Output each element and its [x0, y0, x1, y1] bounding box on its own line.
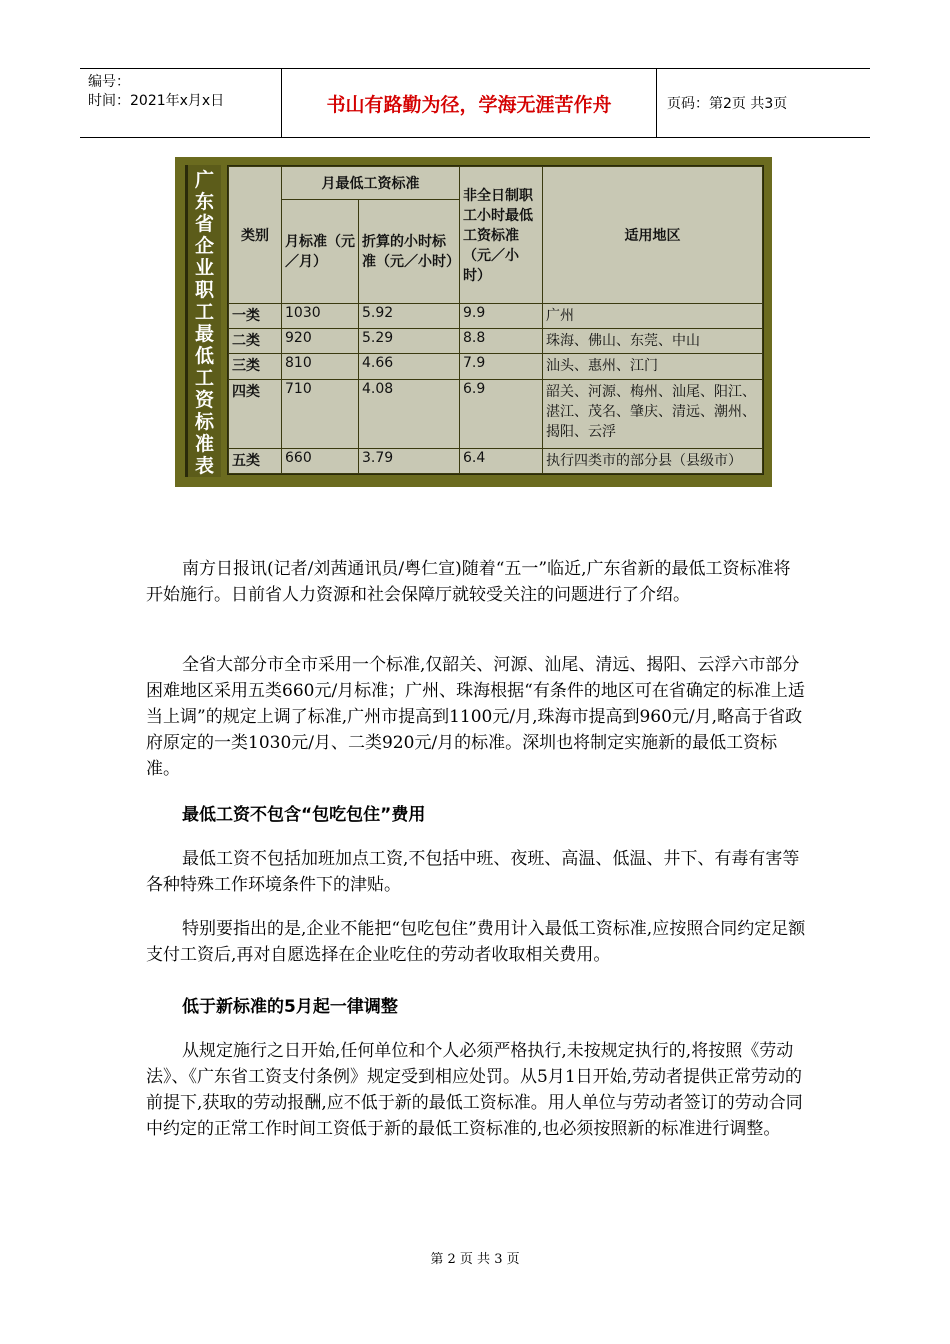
side-title-char: 工	[194, 367, 214, 389]
cell-parttime: 6.4	[460, 448, 543, 473]
paragraph-5: 从规定施行之日开始,任何单位和个人必须严格执行,未按规定执行的,将按照《劳动法》、《广东省工资支付条例》规定受到相应处罚。从5月1日开始,劳动者提供正常劳动的前提下,获取的劳动报酬,应不低于新的最低工资标准。用人单位与劳动者签订的劳动合同中约定的正常工作时间工资低于新的最低工资标准的,也必须按照新的标准进行调整。	[146, 1041, 803, 1139]
header-category: 类别	[229, 167, 282, 304]
side-title-char: 企	[194, 235, 214, 257]
header-meta	[80, 69, 282, 137]
cell-hourly: 4.66	[359, 354, 460, 379]
wage-table	[227, 165, 764, 475]
paragraph-1: 南方日报讯(记者/刘茜通讯员/粤仁宣)随着“五一”临近,广东省新的最低工资标准将开始施行。日前省人力资源和社会保障厅就较受关注的问题进行了介绍。	[146, 559, 791, 605]
subheading-1: 最低工资不包含“包吃包住”费用	[182, 805, 426, 825]
side-title-char: 工	[194, 301, 214, 323]
cell-monthly: 810	[282, 354, 359, 379]
header-page-info: 页码：第2页 共3页	[667, 96, 788, 112]
cell-category: 三类	[229, 354, 282, 379]
side-title-char: 省	[194, 213, 214, 235]
cell-region: 韶关、河源、梅州、汕尾、阳江、湛江、茂名、肇庆、清远、潮州、揭阳、云浮	[543, 379, 763, 448]
cell-parttime: 8.8	[460, 329, 543, 354]
cell-hourly: 4.08	[359, 379, 460, 448]
side-title-char: 标	[194, 411, 214, 433]
cell-parttime: 7.9	[460, 354, 543, 379]
header-region: 适用地区	[543, 167, 763, 304]
paragraph-2: 全省大部分市全市采用一个标准,仅韶关、河源、汕尾、清远、揭阳、云浮六市部分困难地区采用五类660元/月标准；广州、珠海根据“有条件的地区可在省确定的标准上适当上调”的规定上调了标准,广州市提高到1100元/月,珠海市提高到960元/月,略高于省政府原定的一类1030元/月、二类920元/月的标准。深圳也将制定实施新的最低工资标准。	[146, 655, 805, 779]
table-row	[229, 304, 763, 329]
side-title-char: 表	[194, 455, 214, 477]
header-parttime: 非全日制职工小时最低工资标准（元／小时）	[460, 167, 543, 304]
cell-parttime: 9.9	[460, 304, 543, 329]
side-title-char: 最	[194, 323, 214, 345]
table-side-title	[185, 165, 221, 477]
side-title-char: 业	[194, 257, 214, 279]
cell-monthly: 1030	[282, 304, 359, 329]
side-title-char: 东	[194, 191, 214, 213]
side-title-char: 职	[194, 279, 214, 301]
table-row	[229, 448, 763, 473]
cell-category: 二类	[229, 329, 282, 354]
cell-category: 五类	[229, 448, 282, 473]
cell-monthly: 660	[282, 448, 359, 473]
header-monthly-group: 月最低工资标准	[282, 167, 460, 200]
side-title-char: 低	[194, 345, 214, 367]
header-hourly: 折算的小时标准（元／小时）	[359, 199, 460, 303]
paragraph-3: 最低工资不包括加班加点工资,不包括中班、夜班、高温、低温、井下、有毒有害等各种特殊工作环境条件下的津贴。	[146, 849, 800, 895]
cell-monthly: 710	[282, 379, 359, 448]
page-header	[80, 68, 870, 138]
subheading-2: 低于新标准的5月起一律调整	[182, 997, 398, 1017]
header-monthly: 月标准（元／月）	[282, 199, 359, 303]
cell-category: 四类	[229, 379, 282, 448]
time-label: 时间：2021年x月x日	[88, 93, 225, 109]
cell-monthly: 920	[282, 329, 359, 354]
side-title-char: 准	[194, 433, 214, 455]
number-label: 编号：	[88, 74, 130, 90]
cell-region: 执行四类市的部分县（县级市）	[543, 448, 763, 473]
cell-hourly: 3.79	[359, 448, 460, 473]
cell-region: 广州	[543, 304, 763, 329]
paragraph-4: 特别要指出的是,企业不能把“包吃包住”费用计入最低工资标准,应按照合同约定足额支付工资后,再对自愿选择在企业吃住的劳动者收取相关费用。	[146, 919, 806, 965]
header-motto: 书山有路勤为径，学海无涯苦作舟	[282, 69, 657, 137]
table-row	[229, 379, 763, 448]
table-row	[229, 354, 763, 379]
cell-region: 汕头、惠州、江门	[543, 354, 763, 379]
side-title-char: 广	[194, 169, 214, 191]
cell-region: 珠海、佛山、东莞、中山	[543, 329, 763, 354]
page-footer: 第 2 页 共 3 页	[430, 1252, 520, 1267]
cell-hourly: 5.92	[359, 304, 460, 329]
side-title-char: 资	[194, 389, 214, 411]
cell-hourly: 5.29	[359, 329, 460, 354]
wage-table-image	[175, 157, 772, 487]
cell-parttime: 6.9	[460, 379, 543, 448]
table-row	[229, 329, 763, 354]
cell-category: 一类	[229, 304, 282, 329]
